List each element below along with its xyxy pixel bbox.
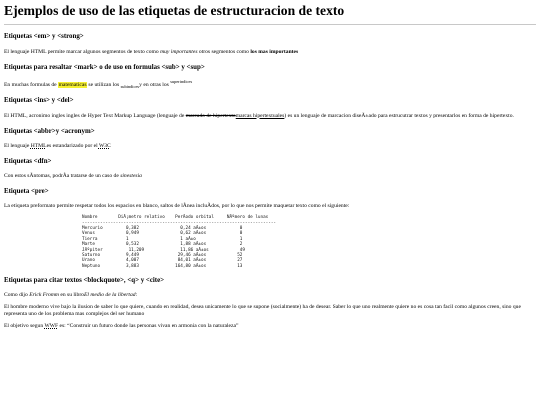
page-title: Ejemplos de uso de las etiquetas de estructuracion de texto — [4, 3, 345, 18]
section-heading-ins-del: Etiquetas <ins> y <del> — [4, 97, 74, 105]
section-heading-dfn: Etiquetas <dfn> — [4, 157, 52, 165]
text: El lenguaje HTML permite marcar algunos segmentos de texto como — [4, 48, 161, 55]
text: se utilizan los — [87, 81, 121, 88]
text: Como dijo — [4, 292, 30, 299]
superscript-text: superindices — [170, 78, 193, 84]
paragraph-pre: La etiqueta preformato permite respetar todos los espacios en blanco, saltos de lÃnea incluÃdos, por lo que nos permite maquetar texto como el siguiente: — [4, 203, 350, 210]
highlighted-text: matematicas — [58, 81, 87, 88]
text: y en otras los — [139, 81, 171, 88]
blockquote-text: El hombre moderno vive bajo la ilusion de saber lo que quiere, cuando en realidad, desea unicamente lo que se supone (socialmente) ha de desear. Saber lo que uno realmente quiere no es cosa tan facil como algunos creen, sino que representa uno de los problema mas complejos del ser humano — [4, 304, 521, 318]
cited-author: Erick Fromm — [29, 292, 59, 299]
paragraph-dfn — [4, 173, 536, 180]
definition-term: sinestesia — [120, 173, 142, 180]
text: ) es un lenguaje de marcacion diseÃ±ado para estrucutrar textos y presentarlos en forma de hipertexto. — [284, 112, 514, 119]
acronym-wwf: WWF — [44, 323, 59, 330]
section-heading-abbr-acronym: Etiquetas <abbr>y <acronym> — [4, 127, 95, 135]
text: En muchas formulas de — [4, 81, 59, 88]
text: : — [135, 292, 138, 299]
paragraph-mark-sub-sup — [4, 79, 536, 89]
text: El lenguaje — [4, 142, 31, 149]
section-heading-em-strong: Etiquetas <em> y <strong> — [4, 33, 84, 41]
paragraph-cite — [4, 292, 536, 299]
paragraph-abbr-acronym — [4, 143, 536, 150]
paragraph-ins-del — [4, 113, 536, 120]
paragraph-inline-quote — [4, 323, 536, 330]
section-heading-mark-sub-sup: Etiquetas para resaltar <mark> o de uso en formulas <sub> y <sup> — [4, 63, 205, 71]
text: en su libro — [58, 292, 84, 299]
title-divider — [4, 24, 536, 25]
section-heading-quotes: Etiquetas para citar textos <blockquote>, <q> y <cite> — [4, 276, 165, 284]
strong-text: los mas importantes — [250, 48, 299, 55]
text: es estandarizado por el — [46, 142, 99, 149]
emphasis-text: muy importantes — [160, 48, 198, 55]
text: es: — [58, 323, 68, 330]
subscript-text: subindices — [120, 83, 140, 89]
abbreviation-html: HTML — [30, 142, 47, 149]
text: Con estos sÃntomas, podrÃa tratarse de un caso de — [4, 173, 121, 180]
inserted-text: marcas hipertextuales — [235, 112, 285, 119]
inline-quote: “ Construir un futuro donde las personas vivan en armonia con la naturaleza ” — [67, 323, 238, 329]
preformatted-planet-table: Nombre DiÃ¡metro relativo PerÃodo orbital NÃºmero de lunas --------------------------------------------------------------------------- Mercurio 0,382 0,24 aÃ±os 0 Venus 0,949 0,62 aÃ±os 0 Tierra 1 1 aÃ±o 1 Marte 0,532 1,88 aÃ±os 2 JÃºpiter 11,209 11,86 aÃ±os 49 Saturno 9,449 29,46 aÃ±os 52 Urano 4,007 84,01 aÃ±os 27 Neptuno 3,883 164,80 aÃ±os 13 — [82, 215, 277, 269]
paragraph-em-strong — [4, 49, 536, 56]
acronym-w3c: W3C — [98, 142, 111, 149]
deleted-text: marcado de hipertexto — [185, 112, 236, 119]
text: El HTML, acronimo ingles ingles de Hyper Text Markup Language (lenguaje de — [4, 112, 186, 119]
text: otros segmentos como — [197, 48, 251, 55]
section-heading-pre: Etiqueta <pre> — [4, 188, 49, 196]
cited-book: El medio de la libertad — [83, 292, 136, 299]
text: El objetivo segun — [4, 323, 45, 330]
